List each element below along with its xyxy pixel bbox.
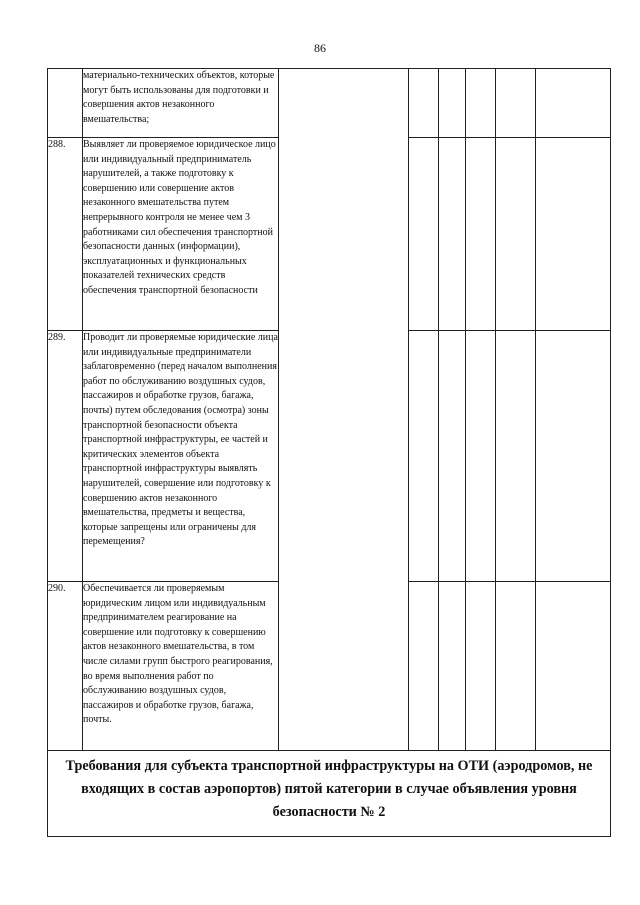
section-heading-row [48, 751, 611, 837]
answer-cell-yes [409, 69, 439, 138]
row-number: 290. [48, 582, 83, 751]
answer-cell-extra [496, 582, 536, 751]
note-cell [536, 582, 611, 751]
answer-cell-na [466, 331, 496, 582]
question-text: Обеспечивается ли проверяемым юридическим лицом или индивидуальным предпринимателем реагирование на совершение или подготовку к совершению актов незаконного вмешательства, в том числе силами групп быстрого реагирования, во время выполнения работ по обслуживанию воздушных судов, пассажиров и обработке грузов, багажа, почты. [83, 582, 279, 751]
answer-cell-no [439, 582, 466, 751]
question-text: материально-технических объектов, которые могут быть использованы для подготовки и совершения актов незаконного вмешательства; [83, 69, 279, 138]
note-cell [536, 69, 611, 138]
page-number: 86 [314, 41, 326, 55]
requirements-table [47, 68, 611, 837]
answer-cell-extra [496, 138, 536, 331]
row-number: 289. [48, 331, 83, 582]
question-text: Выявляет ли проверяемое юридическое лицо или индивидуальный предприниматель нарушителей, а также подготовку к совершению или совершение актов незаконного вмешательства путем непрерывного контроля не менее чем 3 работниками сил обеспечения транспортной безопасности данных (информации), эксплуатационных и функциональных показателей технических средств обеспечения транспортной безопасности [83, 138, 279, 331]
section-heading: Требования для субъекта транспортной инфраструктуры на ОТИ (аэродромов, не входящих в состав аэропортов) пятой категории в случае объявления уровня безопасности № 2 [48, 751, 611, 837]
answer-cell-no [439, 138, 466, 331]
answer-cell-extra [496, 69, 536, 138]
note-cell [536, 138, 611, 331]
answer-cell-na [466, 69, 496, 138]
legal-basis-cell [279, 69, 409, 751]
answer-cell-na [466, 582, 496, 751]
answer-cell-yes [409, 582, 439, 751]
row-number [48, 69, 83, 138]
answer-cell-no [439, 69, 466, 138]
table-row [48, 69, 611, 138]
note-cell [536, 331, 611, 582]
answer-cell-yes [409, 331, 439, 582]
row-number: 288. [48, 138, 83, 331]
answer-cell-na [466, 138, 496, 331]
answer-cell-yes [409, 138, 439, 331]
question-text: Проводит ли проверяемые юридические лица или индивидуальные предприниматели заблаговременно (перед началом выполнения работ по обслуживанию воздушных судов, пассажиров и обработке грузов, багажа, почты) путем обследования (осмотра) зоны транспортной безопасности объекта транспортной инфраструктуры, ее частей и критических элементов объекта транспортной инфраструктуры выявлять нарушителей, совершение или подготовку к совершению актов незаконного вмешательства, предметы и вещества, которые запрещены или ограничены для перемещения? [83, 331, 279, 582]
answer-cell-no [439, 331, 466, 582]
answer-cell-extra [496, 331, 536, 582]
